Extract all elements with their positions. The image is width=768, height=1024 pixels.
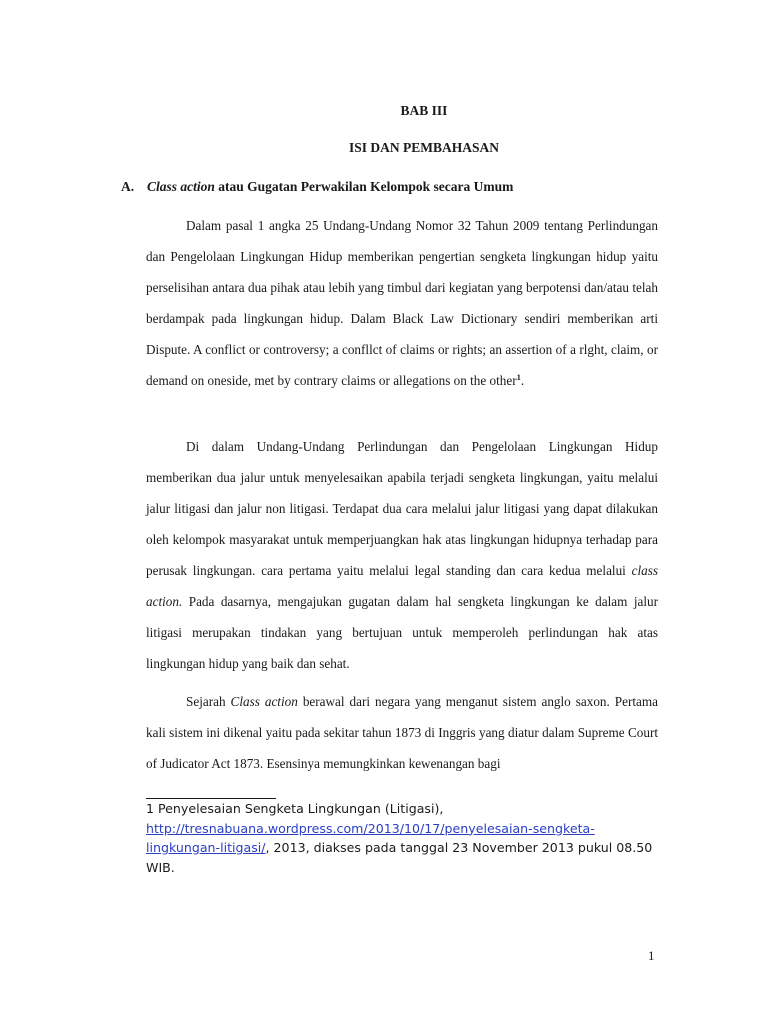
footnote-rest: , 2013, diakses pada tanggal 23 November 2013 pukul 08.50 WIB. [146, 840, 653, 875]
section-number: A. [121, 179, 135, 194]
paragraph-3-text-b: berawal dari negara yang menganut sistem anglo saxon. Pertama kali sistem ini dikenal yaitu pada sekitar tahun 1873 di Inggris yang diatur dalam Supreme Court of Judicator Act 1873. Esensinya memungkinkan kewenangan bagi [146, 694, 659, 771]
paragraph-2-italic: class action. [146, 563, 658, 609]
section-title-rest: atau Gugatan Perwakilan Kelompok secara Umum [214, 179, 514, 194]
section-title-italic: Class action [147, 179, 215, 194]
chapter-heading: BAB III [400, 103, 448, 118]
paragraph-3-text-a: Sejarah [186, 694, 231, 709]
paragraph-3-italic: Class action [230, 694, 298, 709]
paragraph-3 [146, 686, 658, 779]
paragraph-2-text-b: Pada dasarnya, mengajukan gugatan dalam hal sengketa lingkungan ke dalam jalur litigasi merupakan tindakan yang bertujuan untuk memperoleh perlindungan hak atas lingkungan hidup yang baik dan sehat. [146, 594, 658, 671]
page-number: 1 [648, 948, 655, 963]
footnote-link[interactable]: http://tresnabuana.wordpress.com/2013/10/17/penyelesaian-sengketa-lingkungan-litigasi/ [146, 820, 595, 855]
footnote-label: 1 Penyelesaian Sengketa Lingkungan (Litigasi), [146, 801, 444, 816]
section-heading [121, 179, 513, 195]
paragraph-1-end: . [520, 373, 525, 388]
footnote-reference[interactable]: 1 [516, 372, 521, 382]
paragraph-1 [146, 210, 658, 396]
paragraph-1-text: Dalam pasal 1 angka 25 Undang-Undang Nomor 32 Tahun 2009 tentang Perlindungan dan Pengelolaan Lingkungan Hidup memberikan pengertian sengketa lingkungan hidup yaitu perselisihan antara dua pihak atau lebih yang timbul dari kegiatan yang berpotensi dan/atau telah berdampak pada lingkungan hidup. Dalam Black Law Dictionary sendiri memberikan arti Dispute. A conflict or controversy; a confllct of claims or rights; an assertion of a rlght, claim, or demand on oneside, met by contrary claims or allegations on the other [146, 218, 658, 388]
paragraph-2 [146, 431, 658, 679]
footnote [146, 799, 666, 877]
paragraph-2-text-a: Di dalam Undang-Undang Perlindungan dan Pengelolaan Lingkungan Hidup memberikan dua jalur untuk menyelesaikan apabila terjadi sengketa lingkungan, yaitu melalui jalur litigasi dan jalur non litigasi. Terdapat dua cara melalui jalur litigasi yang dapat dilakukan oleh kelompok masyarakat untuk memperjuangkan hak atas lingkungan hidupnya terhadap para perusak lingkungan. cara pertama yaitu melalui legal standing dan cara kedua melalui [146, 439, 658, 578]
chapter-subtitle: ISI DAN PEMBAHASAN [348, 140, 500, 155]
